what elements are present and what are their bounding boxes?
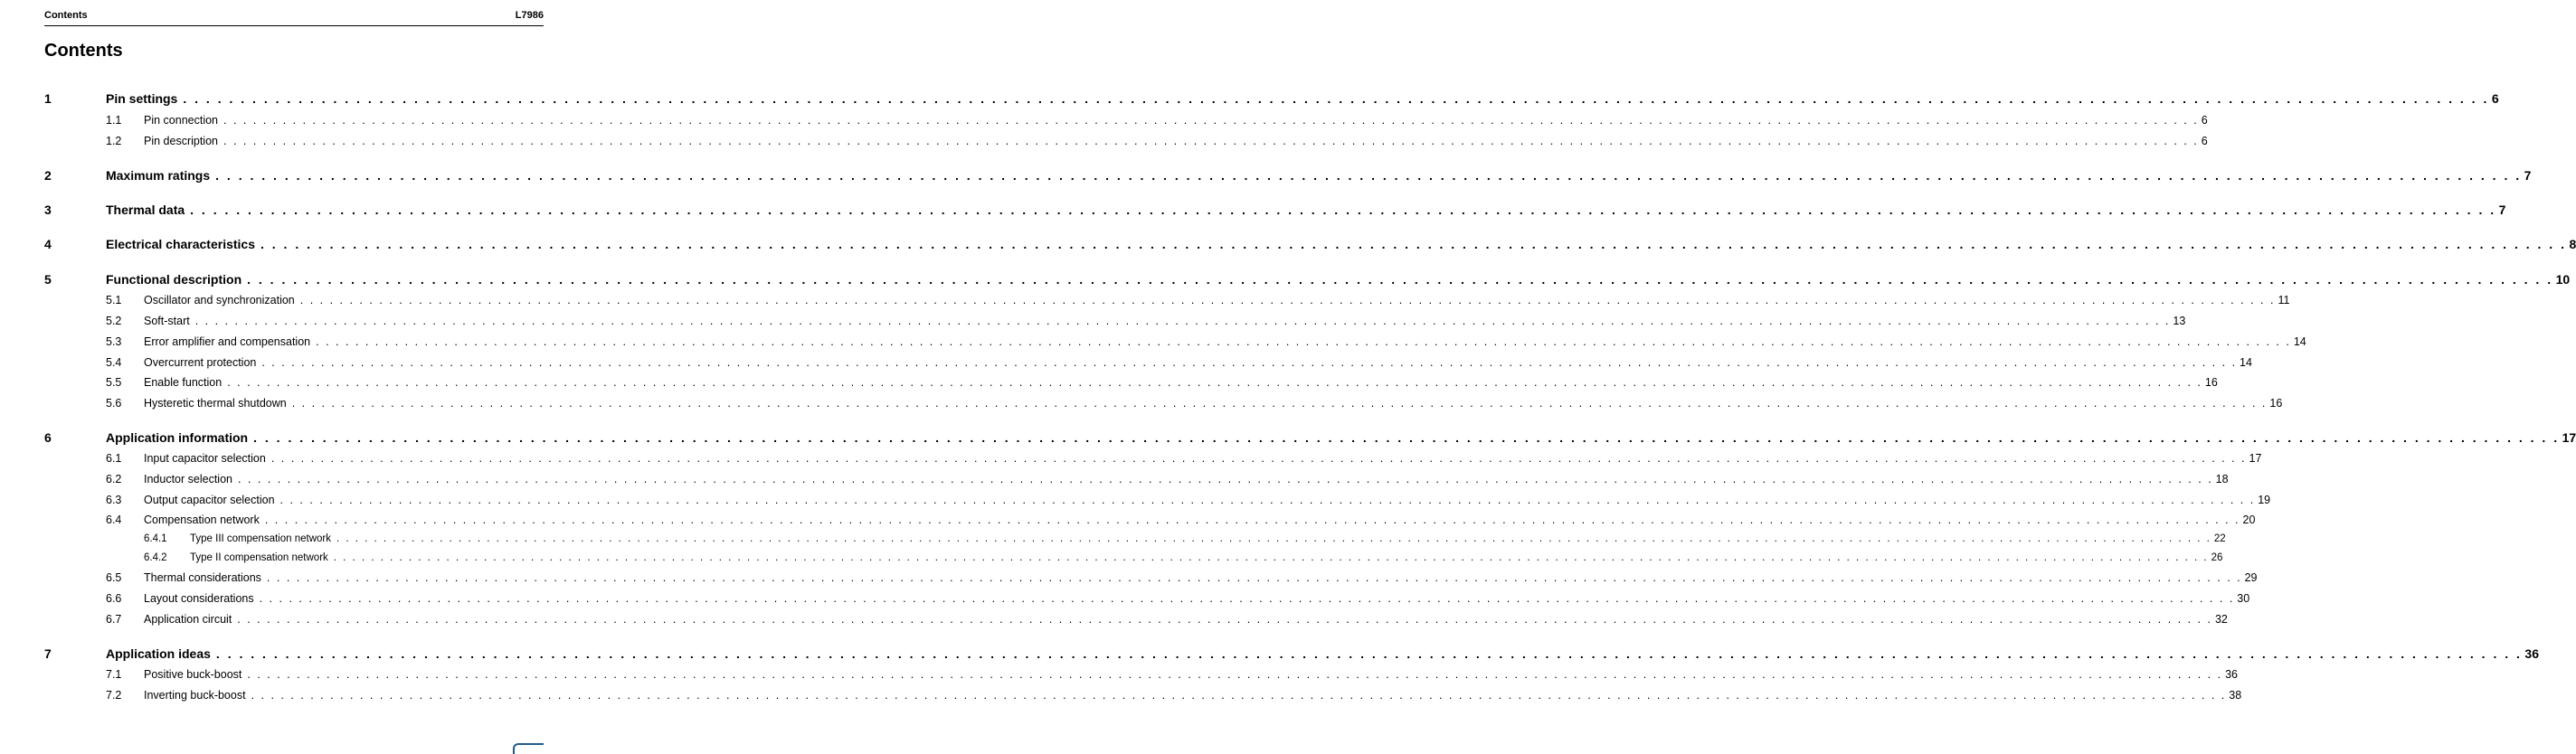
toc-entry-number: 3 xyxy=(44,203,52,217)
toc-entry[interactable] xyxy=(144,592,2250,605)
toc-entry-title: Hysteretic thermal shutdown xyxy=(144,397,287,410)
dot-leader: . . . . . . . . . . . . . . . . . . . . . . . . . . . . . . . . . . . . . . . . . . . . . . . . . . . . . . . . . . . . . . . . . . . . . . . . . . . . . . . . . . . . . . . . . . . . . . . . . . . . . . . . . . . . . . . . . . . . . . . . . . . . . . . . . . . . . . . . . . . . . . . . . . . . . . . . . . . . . . . . . . . . . . . . . . . . . . . . . . . . . . . . . . . . . . . . . . . . . . . . xyxy=(251,689,2227,702)
toc-entry-page: 17 xyxy=(2562,430,2576,445)
dot-leader: . . . . . . . . . . . . . . . . . . . . . . . . . . . . . . . . . . . . . . . . . . . . . . . . . . . . . . . . . . . . . . . . . . . . . . . . . . . . . . . . . . . . . . . . . . . . . . . . . . . . . . . . . . . . . . . . . . . . . . . . . . . . . . . . . . . . . . . . . . . . . . . . . . . . . . . . . . . . . . . . . . . . . . . . . . . . . . . . . . . . . . . . . . . . . . . . . . . . . . . . xyxy=(299,294,2276,306)
dot-leader: . . . . . . . . . . . . . . . . . . . . . . . . . . . . . . . . . . . . . . . . . . . . . . . . . . . . . . . . . . . . . . . . . . . . . . . . . . . . . . . . . . . . . . . . . . . . . . . . . . . . . . . . . . . . . . . . . . . . . . . . . . . . . . . . . . . . . . . . . . . . . . . . . . . . . . . . . . . . . . . . . . . . . . . . . . . . . . . . . . . . . . . . . . . . . . . . . . . . . . . . xyxy=(223,114,2199,127)
toc-entry-number: 2 xyxy=(44,168,52,183)
toc-entry[interactable] xyxy=(144,452,2262,465)
dot-leader: . . . . . . . . . . . . . . . . . . . . . . . . . . . . . . . . . . . . . . . . . . . . . . . . . . . . . . . . . . . . . . . . . . . . . . . . . . . . . . . . . . . . . . . . . . . . . . . . . . . . . . . . . . . . . . . . . . . . . . . . . . . . . . . . . . . . . . . . . . . . . . . . . . . . . . . . . . . . . . . . . . . . . . . . . . . . . . . . . . . . . . . . . . . . . . . . . . . . . . . . xyxy=(333,552,2209,563)
toc-entry-number: 6.4 xyxy=(106,514,122,526)
toc-entry-title: Functional description xyxy=(106,272,242,287)
toc-entry-title: Enable function xyxy=(144,376,223,389)
dot-leader: . . . . . . . . . . . . . . . . . . . . . . . . . . . . . . . . . . . . . . . . . . . . . . . . . . . . . . . . . . . . . . . . . . . . . . . . . . . . . . . . . . . . . . . . . . . . . . . . . . . . . . . . . . . . . . . . . . . . . . . . . . . . . . . . . . . . . . . . . . . . . . . . . . . . . . . . . . . . . . . . . . . . . . . . . . . . . . . . . . . . . . . . . . . . . . . . . . . . . . . . xyxy=(223,135,2199,147)
toc-entry-title: Input capacitor selection xyxy=(144,452,266,465)
dot-leader: . . . . . . . . . . . . . . . . . . . . . . . . . . . . . . . . . . . . . . . . . . . . . . . . . . . . . . . . . . . . . . . . . . . . . . . . . . . . . . . . . . . . . . . . . . . . . . . . . . . . . . . . . . . . . . . . . . . . . . . . . . . . . . . . . . . . . . . . . . . . . . . . . . . . . . . . . . . . . . . . . . . . . . . . . . . . . . . . . . . . . . . . . . . . . . . . . . . . . . . . xyxy=(247,272,2553,287)
dot-leader: . . . . . . . . . . . . . . . . . . . . . . . . . . . . . . . . . . . . . . . . . . . . . . . . . . . . . . . . . . . . . . . . . . . . . . . . . . . . . . . . . . . . . . . . . . . . . . . . . . . . . . . . . . . . . . . . . . . . . . . . . . . . . . . . . . . . . . . . . . . . . . . . . . . . . . . . . . . . . . . . . . . . . . . . . . . . . . . . . . . . . . . . . . . . . . . . . . . . . . . . xyxy=(215,646,2523,661)
toc-entry-number: 6.5 xyxy=(106,571,122,584)
toc-entry-title: Compensation network xyxy=(144,514,260,526)
toc-entry-number: 6.2 xyxy=(106,473,122,485)
dot-leader: . . . . . . . . . . . . . . . . . . . . . . . . . . . . . . . . . . . . . . . . . . . . . . . . . . . . . . . . . . . . . . . . . . . . . . . . . . . . . . . . . . . . . . . . . . . . . . . . . . . . . . . . . . . . . . . . . . . . . . . . . . . . . . . . . . . . . . . . . . . . . . . . . . . . . . . . . . . . . . . . . . . . . . . . . . . . . . . . . . . . . . . . . . . . . . . . . . . . . . . . xyxy=(266,571,2242,584)
toc-entry-number: 6.1 xyxy=(106,452,122,465)
toc-entry[interactable] xyxy=(144,376,2218,389)
toc-entry-number: 1.2 xyxy=(106,135,122,147)
toc-entry-number: 5.3 xyxy=(106,335,122,348)
toc-entry-title: Inductor selection xyxy=(144,473,232,485)
toc-entry-page: 7 xyxy=(2498,203,2506,217)
toc-entry[interactable] xyxy=(190,533,2226,544)
toc-entry-page: 18 xyxy=(2215,473,2229,485)
toc-entry-page: 16 xyxy=(2204,376,2218,389)
dot-leader: . . . . . . . . . . . . . . . . . . . . . . . . . . . . . . . . . . . . . . . . . . . . . . . . . . . . . . . . . . . . . . . . . . . . . . . . . . . . . . . . . . . . . . . . . . . . . . . . . . . . . . . . . . . . . . . . . . . . . . . . . . . . . . . . . . . . . . . . . . . . . . . . . . . . . . . . . . . . . . . . . . . . . . . . . . . . . . . . . . . . . . . . . . . . . . . . . . . . . . . . xyxy=(316,335,2291,348)
dot-leader: . . . . . . . . . . . . . . . . . . . . . . . . . . . . . . . . . . . . . . . . . . . . . . . . . . . . . . . . . . . . . . . . . . . . . . . . . . . . . . . . . . . . . . . . . . . . . . . . . . . . . . . . . . . . . . . . . . . . . . . . . . . . . . . . . . . . . . . . . . . . . . . . . . . . . . . . . . . . . . . . . . . . . . . . . . . . . . . . . . . . . . . . . . . . . . . . . . . . . . . . xyxy=(237,613,2212,626)
toc-entry-number: 1 xyxy=(44,91,52,106)
toc-entry-page: 19 xyxy=(2258,494,2271,506)
toc-entry[interactable] xyxy=(106,91,2499,106)
toc-entry[interactable] xyxy=(144,294,2290,306)
page-title: Contents xyxy=(44,41,123,61)
toc-entry-number: 6.4.1 xyxy=(144,533,167,544)
toc-entry[interactable] xyxy=(106,203,2506,217)
dot-leader: . . . . . . . . . . . . . . . . . . . . . . . . . . . . . . . . . . . . . . . . . . . . . . . . . . . . . . . . . . . . . . . . . . . . . . . . . . . . . . . . . . . . . . . . . . . . . . . . . . . . . . . . . . . . . . . . . . . . . . . . . . . . . . . . . . . . . . . . . . . . . . . . . . . . . . . . . . . . . . . . . . . . . . . . . . . . . . . . . . . . . . . . . . . . . . . . . . . . . . . . xyxy=(190,203,2496,217)
toc-entry[interactable] xyxy=(144,135,2208,147)
toc-entry-title: Type II compensation network xyxy=(190,552,328,563)
toc-entry-page: 6 xyxy=(2201,114,2208,127)
toc-entry-page: 7 xyxy=(2524,168,2532,183)
dot-leader: . . . . . . . . . . . . . . . . . . . . . . . . . . . . . . . . . . . . . . . . . . . . . . . . . . . . . . . . . . . . . . . . . . . . . . . . . . . . . . . . . . . . . . . . . . . . . . . . . . . . . . . . . . . . . . . . . . . . . . . . . . . . . . . . . . . . . . . . . . . . . . . . . . . . . . . . . . . . . . . . . . . . . . . . . . . . . . . . . . . . . . . . . . . . . . . . . . . . . . . . xyxy=(264,514,2240,526)
toc-entry[interactable] xyxy=(144,114,2208,127)
toc-entry-title: Application ideas xyxy=(106,646,211,661)
dot-leader: . . . . . . . . . . . . . . . . . . . . . . . . . . . . . . . . . . . . . . . . . . . . . . . . . . . . . . . . . . . . . . . . . . . . . . . . . . . . . . . . . . . . . . . . . . . . . . . . . . . . . . . . . . . . . . . . . . . . . . . . . . . . . . . . . . . . . . . . . . . . . . . . . . . . . . . . . . . . . . . . . . . . . . . . . . . . . . . . . . . . . . . . . . . . . . . . . . . . . . . . xyxy=(261,356,2238,369)
toc-entry-page: 32 xyxy=(2214,613,2228,626)
toc-entry-number: 7 xyxy=(44,646,52,661)
toc-entry[interactable] xyxy=(144,494,2271,506)
dot-leader: . . . . . . . . . . . . . . . . . . . . . . . . . . . . . . . . . . . . . . . . . . . . . . . . . . . . . . . . . . . . . . . . . . . . . . . . . . . . . . . . . . . . . . . . . . . . . . . . . . . . . . . . . . . . . . . . . . . . . . . . . . . . . . . . . . . . . . . . . . . . . . . . . . . . . . . . . . . . . . . . . . . . . . . . . . . . . . . . . . . . . . . . . . . . . . . . . . . . . . . . xyxy=(260,237,2567,251)
dot-leader: . . . . . . . . . . . . . . . . . . . . . . . . . . . . . . . . . . . . . . . . . . . . . . . . . . . . . . . . . . . . . . . . . . . . . . . . . . . . . . . . . . . . . . . . . . . . . . . . . . . . . . . . . . . . . . . . . . . . . . . . . . . . . . . . . . . . . . . . . . . . . . . . . . . . . . . . . . . . . . . . . . . . . . . . . . . . . . . . . . . . . . . . . . . . . . . . . . . . . . . . xyxy=(336,533,2211,544)
toc-entry[interactable] xyxy=(144,315,2186,327)
toc-entry-number: 6.4.2 xyxy=(144,552,167,563)
toc-entry-title: Oscillator and synchronization xyxy=(144,294,295,306)
running-header-section: Contents xyxy=(44,10,88,21)
toc-entry-page: 29 xyxy=(2244,571,2258,584)
toc-entry[interactable] xyxy=(190,552,2223,563)
dot-leader: . . . . . . . . . . . . . . . . . . . . . . . . . . . . . . . . . . . . . . . . . . . . . . . . . . . . . . . . . . . . . . . . . . . . . . . . . . . . . . . . . . . . . . . . . . . . . . . . . . . . . . . . . . . . . . . . . . . . . . . . . . . . . . . . . . . . . . . . . . . . . . . . . . . . . . . . . . . . . . . . . . . . . . . . . . . . . . . . . . . . . . . . . . . . . . . . . . . . . . . . xyxy=(270,452,2247,465)
header-divider xyxy=(44,25,544,26)
toc-entry-title: Application circuit xyxy=(144,613,232,626)
toc-entry-page: 26 xyxy=(2211,552,2223,563)
toc-entry-number: 5.1 xyxy=(106,294,122,306)
toc-entry-title: Overcurrent protection xyxy=(144,356,257,369)
toc-entry-number: 4 xyxy=(44,237,52,251)
dot-leader: . . . . . . . . . . . . . . . . . . . . . . . . . . . . . . . . . . . . . . . . . . . . . . . . . . . . . . . . . . . . . . . . . . . . . . . . . . . . . . . . . . . . . . . . . . . . . . . . . . . . . . . . . . . . . . . . . . . . . . . . . . . . . . . . . . . . . . . . . . . . . . . . . . . . . . . . . . . . . . . . . . . . . . . . . . . . . . . . . . . . . . . . . . . . . . . . . . . . . . . . xyxy=(291,397,2268,410)
toc-entry-title: Soft-start xyxy=(144,315,190,327)
dot-leader: . . . . . . . . . . . . . . . . . . . . . . . . . . . . . . . . . . . . . . . . . . . . . . . . . . . . . . . . . . . . . . . . . . . . . . . . . . . . . . . . . . . . . . . . . . . . . . . . . . . . . . . . . . . . . . . . . . . . . . . . . . . . . . . . . . . . . . . . . . . . . . . . . . . . . . . . . . . . . . . . . . . . . . . . . . . . . . . . . . . . . . . . . . . . . . . . . . . . . . . . xyxy=(237,473,2213,485)
toc-entry-number: 6.6 xyxy=(106,592,122,605)
toc-entry-page: 14 xyxy=(2293,335,2306,348)
toc-entry-number: 7.1 xyxy=(106,668,122,681)
toc-entry-number: 6 xyxy=(44,430,52,445)
toc-entry-page: 30 xyxy=(2237,592,2250,605)
toc-entry[interactable] xyxy=(144,668,2238,681)
toc-entry-title: Type III compensation network xyxy=(190,533,331,544)
toc-entry-number: 6.7 xyxy=(106,613,122,626)
toc-entry-title: Inverting buck-boost xyxy=(144,689,246,702)
toc-entry-number: 6.3 xyxy=(106,494,122,506)
toc-entry-title: Thermal data xyxy=(106,203,185,217)
dot-leader: . . . . . . . . . . . . . . . . . . . . . . . . . . . . . . . . . . . . . . . . . . . . . . . . . . . . . . . . . . . . . . . . . . . . . . . . . . . . . . . . . . . . . . . . . . . . . . . . . . . . . . . . . . . . . . . . . . . . . . . . . . . . . . . . . . . . . . . . . . . . . . . . . . . . . . . . . . . . . . . . . . . . . . . . . . . . . . . . . . . . . . . . . . . . . . . . . . . . . . . . xyxy=(215,168,2522,183)
toc-entry[interactable] xyxy=(106,168,2532,183)
toc-entry-title: Layout considerations xyxy=(144,592,254,605)
dot-leader: . . . . . . . . . . . . . . . . . . . . . . . . . . . . . . . . . . . . . . . . . . . . . . . . . . . . . . . . . . . . . . . . . . . . . . . . . . . . . . . . . . . . . . . . . . . . . . . . . . . . . . . . . . . . . . . . . . . . . . . . . . . . . . . . . . . . . . . . . . . . . . . . . . . . . . . . . . . . . . . . . . . . . . . . . . . . . . . . . . . . . . . . . . . . . . . . . . . . . . . . xyxy=(279,494,2256,506)
toc-entry-page: 16 xyxy=(2269,397,2283,410)
toc-entry[interactable] xyxy=(144,356,2252,369)
toc-entry[interactable] xyxy=(106,646,2539,661)
toc-entry[interactable] xyxy=(144,571,2258,584)
toc-entry-title: Pin connection xyxy=(144,114,219,127)
toc-entry-page: 13 xyxy=(2173,315,2186,327)
toc-entry-page: 36 xyxy=(2524,646,2539,661)
toc-entry-page: 36 xyxy=(2225,668,2238,681)
toc-entry-number: 5.6 xyxy=(106,397,122,410)
toc-entry-title: Maximum ratings xyxy=(106,168,211,183)
toc-entry-page: 17 xyxy=(2249,452,2262,465)
toc-entry-page: 8 xyxy=(2569,237,2576,251)
toc-entry-page: 38 xyxy=(2229,689,2242,702)
dot-leader: . . . . . . . . . . . . . . . . . . . . . . . . . . . . . . . . . . . . . . . . . . . . . . . . . . . . . . . . . . . . . . . . . . . . . . . . . . . . . . . . . . . . . . . . . . . . . . . . . . . . . . . . . . . . . . . . . . . . . . . . . . . . . . . . . . . . . . . . . . . . . . . . . . . . . . . . . . . . . . . . . . . . . . . . . . . . . . . . . . . . . . . . . . . . . . . . . . . . . . . . xyxy=(259,592,2235,605)
toc-entry-title: Thermal considerations xyxy=(144,571,261,584)
toc-entry-page: 22 xyxy=(2213,533,2226,544)
running-header-document-id: L7986 xyxy=(515,10,544,21)
toc-entry[interactable] xyxy=(144,397,2283,410)
toc-entry-title: Electrical characteristics xyxy=(106,237,255,251)
toc-entry[interactable] xyxy=(144,514,2256,526)
toc-entry-page: 6 xyxy=(2201,135,2208,147)
toc-entry-page: 20 xyxy=(2242,514,2256,526)
toc-entry-number: 7.2 xyxy=(106,689,122,702)
toc-entry[interactable] xyxy=(144,689,2242,702)
toc-entry-title: Positive buck-boost xyxy=(144,668,242,681)
toc-entry-number: 5.5 xyxy=(106,376,122,389)
toc-entry-number: 1.1 xyxy=(106,114,122,127)
dot-leader: . . . . . . . . . . . . . . . . . . . . . . . . . . . . . . . . . . . . . . . . . . . . . . . . . . . . . . . . . . . . . . . . . . . . . . . . . . . . . . . . . . . . . . . . . . . . . . . . . . . . . . . . . . . . . . . . . . . . . . . . . . . . . . . . . . . . . . . . . . . . . . . . . . . . . . . . . . . . . . . . . . . . . . . . . . . . . . . . . . . . . . . . . . . . . . . . . . . . . . . . xyxy=(227,376,2202,389)
toc-entry-number: 5.4 xyxy=(106,356,122,369)
logo-icon xyxy=(513,743,544,754)
dot-leader: . . . . . . . . . . . . . . . . . . . . . . . . . . . . . . . . . . . . . . . . . . . . . . . . . . . . . . . . . . . . . . . . . . . . . . . . . . . . . . . . . . . . . . . . . . . . . . . . . . . . . . . . . . . . . . . . . . . . . . . . . . . . . . . . . . . . . . . . . . . . . . . . . . . . . . . . . . . . . . . . . . . . . . . . . . . . . . . . . . . . . . . . . . . . . . . . . . . . . . . . xyxy=(253,430,2560,445)
toc-entry-title: Application information xyxy=(106,430,249,445)
toc-entry[interactable] xyxy=(144,335,2306,348)
toc-entry-page: 6 xyxy=(2491,91,2499,106)
toc-entry[interactable] xyxy=(106,430,2576,445)
toc-entry-page: 10 xyxy=(2555,272,2571,287)
toc-entry[interactable] xyxy=(106,272,2571,287)
toc-entry-title: Pin description xyxy=(144,135,218,147)
toc-entry-title: Error amplifier and compensation xyxy=(144,335,311,348)
toc-entry-page: 14 xyxy=(2240,356,2252,369)
toc-entry-title: Output capacitor selection xyxy=(144,494,275,506)
dot-leader: . . . . . . . . . . . . . . . . . . . . . . . . . . . . . . . . . . . . . . . . . . . . . . . . . . . . . . . . . . . . . . . . . . . . . . . . . . . . . . . . . . . . . . . . . . . . . . . . . . . . . . . . . . . . . . . . . . . . . . . . . . . . . . . . . . . . . . . . . . . . . . . . . . . . . . . . . . . . . . . . . . . . . . . . . . . . . . . . . . . . . . . . . . . . . . . . . . . . . . . . xyxy=(247,668,2223,681)
toc-entry-title: Pin settings xyxy=(106,91,178,106)
toc-entry[interactable] xyxy=(144,613,2228,626)
toc-entry-number: 5 xyxy=(44,272,52,287)
dot-leader: . . . . . . . . . . . . . . . . . . . . . . . . . . . . . . . . . . . . . . . . . . . . . . . . . . . . . . . . . . . . . . . . . . . . . . . . . . . . . . . . . . . . . . . . . . . . . . . . . . . . . . . . . . . . . . . . . . . . . . . . . . . . . . . . . . . . . . . . . . . . . . . . . . . . . . . . . . . . . . . . . . . . . . . . . . . . . . . . . . . . . . . . . . . . . . . . . . . . . . . . xyxy=(183,91,2489,106)
toc-entry-page: 11 xyxy=(2278,294,2290,306)
dot-leader: . . . . . . . . . . . . . . . . . . . . . . . . . . . . . . . . . . . . . . . . . . . . . . . . . . . . . . . . . . . . . . . . . . . . . . . . . . . . . . . . . . . . . . . . . . . . . . . . . . . . . . . . . . . . . . . . . . . . . . . . . . . . . . . . . . . . . . . . . . . . . . . . . . . . . . . . . . . . . . . . . . . . . . . . . . . . . . . . . . . . . . . . . . . . . . . . . . . . . . . . xyxy=(194,315,2171,327)
toc-entry[interactable] xyxy=(106,237,2576,251)
toc-entry[interactable] xyxy=(144,473,2229,485)
toc-entry-number: 5.2 xyxy=(106,315,122,327)
